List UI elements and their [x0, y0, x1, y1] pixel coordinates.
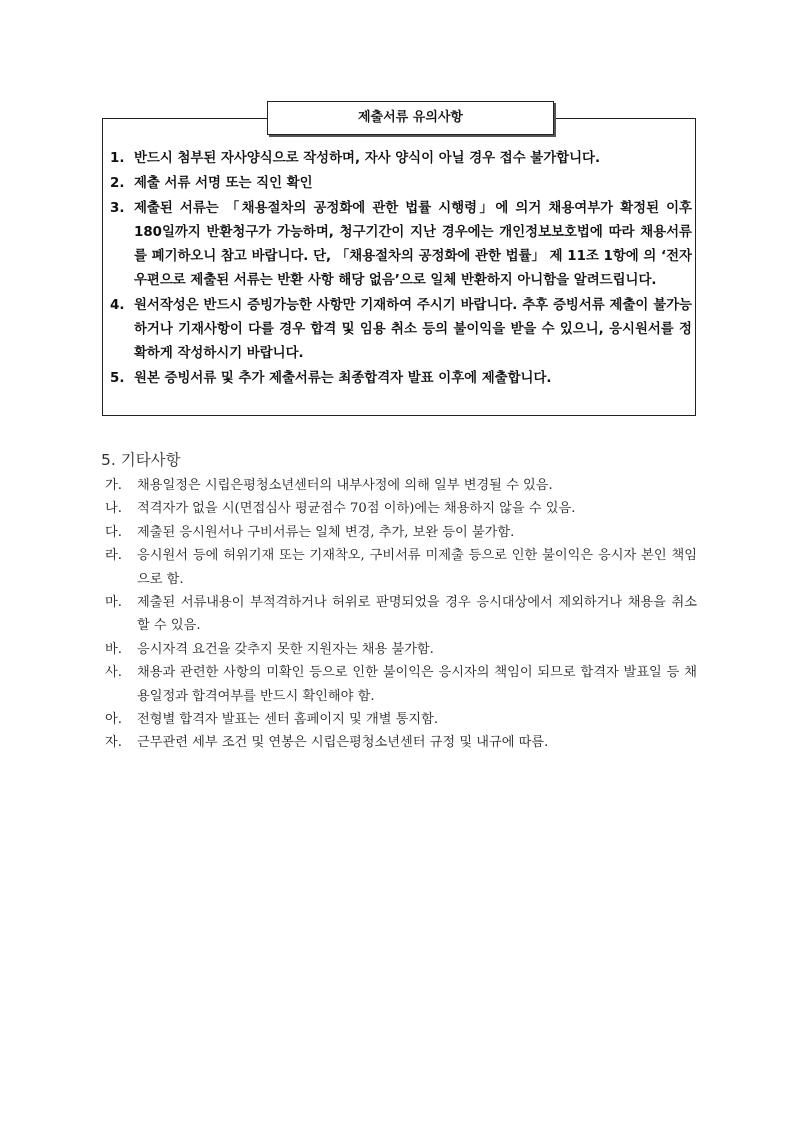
notice-item	[110, 294, 692, 366]
etc-item-marker: 자.	[105, 735, 122, 751]
etc-item-marker: 마.	[105, 595, 122, 611]
etc-item-text: 채용일정은 시립은평청소년센터의 내부사정에 의해 일부 변경될 수 있음.	[137, 478, 553, 493]
etc-item-marker: 나.	[105, 501, 122, 517]
etc-item	[105, 731, 697, 754]
notice-item-text: 반드시 첨부된 자사양식으로 작성하며, 자사 양식이 아닐 경우 접수 불가합니다.	[134, 151, 601, 166]
notice-item-number: 2.	[110, 176, 125, 191]
etc-item	[105, 544, 697, 591]
etc-item-text: 적격자가 없을 시(면접심사 평균점수 70점 이하)에는 채용하지 않을 수 있음.	[137, 501, 576, 517]
notice-list	[110, 147, 692, 392]
section-heading-etc: 5. 기타사항	[101, 451, 181, 469]
etc-list	[105, 474, 697, 755]
etc-item-marker: 아.	[105, 712, 122, 728]
notice-item-number: 1.	[110, 151, 125, 166]
notice-title: 제출서류 유의사항	[267, 101, 554, 135]
etc-item	[105, 497, 697, 520]
notice-item-number: 4.	[110, 298, 125, 313]
etc-item	[105, 521, 697, 544]
etc-item-text: 전형별 합격자 발표는 센터 홈페이지 및 개별 통지함.	[137, 712, 439, 728]
notice-item-number: 3.	[110, 201, 125, 216]
notice-item	[110, 147, 692, 171]
etc-item-text: 채용과 관련한 사항의 미확인 등으로 인한 불이익은 응시자의 책임이 되므로 합격자 발표일 등 채용일정과 합격여부를 반드시 확인해야 함.	[137, 665, 697, 704]
etc-item	[105, 708, 697, 731]
notice-item-text: 원본 증빙서류 및 추가 제출서류는 최종합격자 발표 이후에 제출합니다.	[134, 371, 552, 386]
notice-item-text: 제출된 서류는 「채용절차의 공정화에 관한 법률 시행령」에 의거 채용여부가 확정된 이후 180일까지 반환청구가 가능하며, 청구기간이 지난 경우에는 개인정보보호법에 따라 채용서류를 폐기하오니 참고 바랍니다. 단, 「채용절차의 공정화에 관한 법률」 제 11조 1항에 의 ‘전자우편으로 제출된 서류는 반환 사항 해당 없음’으로 일체 반환하지 아니함을 알려드립니다.	[134, 201, 692, 288]
etc-item	[105, 591, 697, 638]
etc-item-text: 근무관련 세부 조건 및 연봉은 시립은평청소년센터 규정 및 내규에 따름.	[137, 735, 549, 751]
notice-item	[110, 197, 692, 293]
etc-item-marker: 사.	[105, 665, 122, 681]
notice-item-number: 5.	[110, 371, 125, 386]
etc-item	[105, 661, 697, 708]
etc-item-text: 제출된 응시원서나 구비서류는 일체 변경, 추가, 보완 등이 불가함.	[137, 524, 515, 540]
etc-item-marker: 라.	[105, 548, 122, 564]
etc-item-marker: 바.	[105, 641, 122, 657]
etc-item-marker: 다.	[105, 524, 122, 540]
notice-item-text: 제출 서류 서명 또는 직인 확인	[134, 176, 313, 191]
etc-item-text: 응시자격 요건을 갖추지 못한 지원자는 채용 불가함.	[137, 641, 434, 657]
etc-item	[105, 474, 697, 497]
etc-item-marker: 가.	[105, 478, 122, 493]
etc-item-text: 응시원서 등에 허위기재 또는 기재착오, 구비서류 미제출 등으로 인한 불이익은 응시자 본인 책임으로 함.	[137, 548, 697, 587]
etc-item-text: 제출된 서류내용이 부적격하거나 허위로 판명되었을 경우 응시대상에서 제외하거나 채용을 취소할 수 있음.	[137, 595, 697, 634]
notice-item	[110, 172, 692, 196]
notice-item-text: 원서작성은 반드시 증빙가능한 사항만 기재하여 주시기 바랍니다. 추후 증빙서류 제출이 불가능하거나 기재사항이 다를 경우 합격 및 임용 취소 등의 불이익을 받을 수 있으니, 응시원서를 정확하게 작성하시기 바랍니다.	[134, 298, 692, 361]
etc-item	[105, 638, 697, 661]
notice-item	[110, 367, 692, 391]
